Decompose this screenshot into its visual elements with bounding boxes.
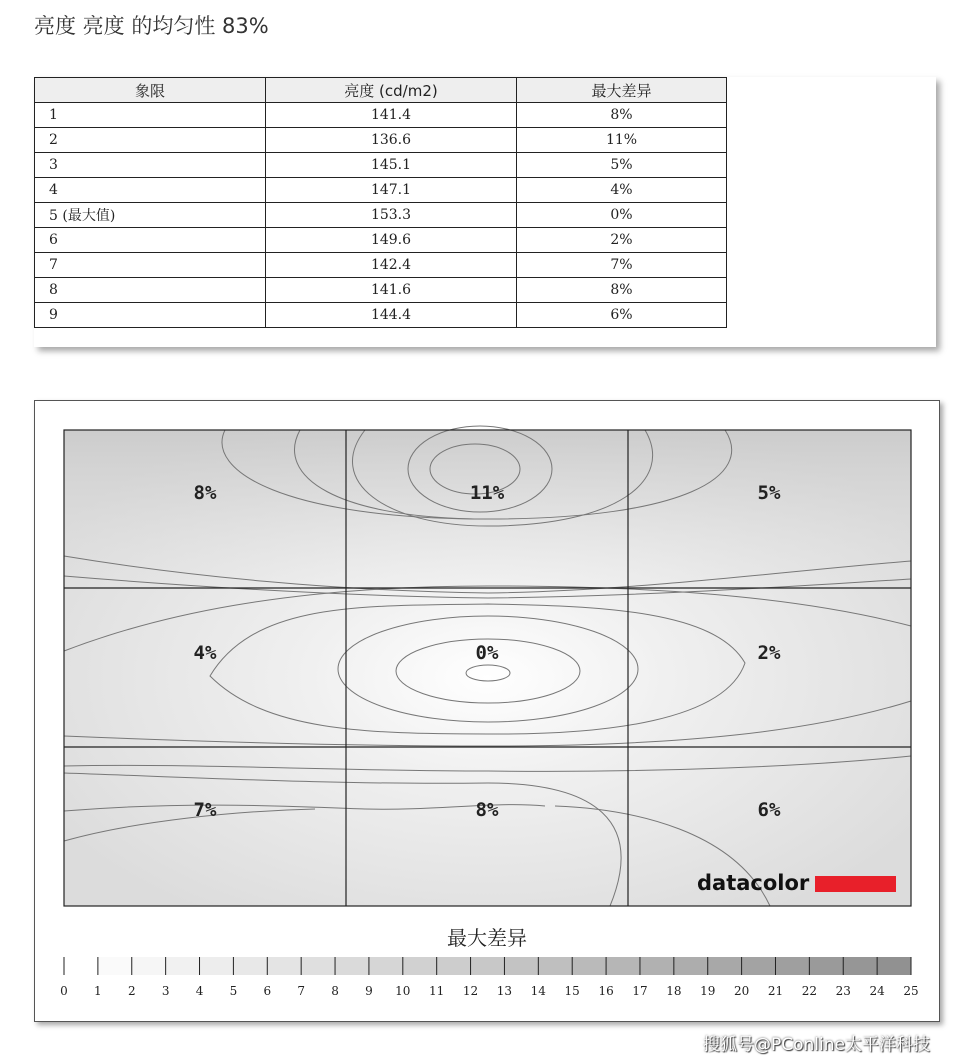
legend-swatch: [606, 957, 640, 975]
legend-swatch: [708, 957, 742, 975]
cell-max-diff: 2%: [517, 228, 727, 253]
column-header-brightness: 亮度 (cd/m2): [266, 78, 517, 103]
table-row: [35, 178, 727, 203]
cell-label: 2%: [757, 642, 781, 664]
cell-brightness: 153.3: [266, 203, 517, 228]
cell-max-diff: 8%: [517, 278, 727, 303]
legend-swatch: [640, 957, 674, 975]
legend-tick-label: 18: [666, 984, 682, 998]
table-row: [35, 253, 727, 278]
legend-tick-label: 25: [903, 984, 919, 998]
legend-swatch: [267, 957, 301, 975]
cell-brightness: 142.4: [266, 253, 517, 278]
cell-brightness: 149.6: [266, 228, 517, 253]
cell-quadrant: 9: [35, 303, 266, 328]
legend-swatch: [775, 957, 809, 975]
legend-swatch: [98, 957, 132, 975]
cell-quadrant: 1: [35, 103, 266, 128]
legend-tick-label: 0: [60, 984, 68, 998]
cell-label: 5%: [757, 482, 781, 504]
legend-swatch: [369, 957, 403, 975]
legend-swatch: [64, 957, 98, 975]
cell-label: 7%: [193, 799, 217, 821]
page-title: 亮度 亮度 的均匀性 83%: [34, 14, 269, 38]
legend-tick-label: 7: [297, 984, 305, 998]
cell-max-diff: 5%: [517, 153, 727, 178]
legend-tick-label: 4: [195, 984, 204, 998]
cell-label: 6%: [757, 799, 781, 821]
cell-quadrant: 6: [35, 228, 266, 253]
legend-tick-label: 9: [365, 984, 373, 998]
legend-tick-label: 23: [835, 984, 851, 998]
legend-tick-label: 20: [733, 984, 750, 998]
cell-quadrant: 2: [35, 128, 266, 153]
legend-swatch: [809, 957, 843, 975]
legend-swatch: [132, 957, 166, 975]
table-header-row: [35, 78, 727, 103]
cell-max-diff: 6%: [517, 303, 727, 328]
table-row: [35, 203, 727, 228]
watermark: 搜狐号@PConline太平洋科技: [703, 1035, 930, 1055]
cell-brightness: 136.6: [266, 128, 517, 153]
column-header-quadrant: 象限: [35, 78, 266, 103]
uniformity-plot: [35, 401, 939, 1021]
legend-tick-label: 13: [496, 984, 513, 998]
brightness-table-panel: [34, 77, 936, 347]
cell-label: 8%: [193, 482, 217, 504]
cell-brightness: 141.6: [266, 278, 517, 303]
table-row: [35, 103, 727, 128]
legend-swatch: [233, 957, 267, 975]
cell-max-diff: 11%: [517, 128, 727, 153]
table-row: [35, 303, 727, 328]
cell-brightness: 144.4: [266, 303, 517, 328]
cell-quadrant: 7: [35, 253, 266, 278]
table-row: [35, 278, 727, 303]
legend-swatch: [674, 957, 708, 975]
cell-brightness: 141.4: [266, 103, 517, 128]
cell-label: 0%: [475, 642, 499, 664]
legend-tick-label: 12: [462, 984, 479, 998]
legend-tick-label: 17: [632, 984, 648, 998]
legend-swatch: [471, 957, 505, 975]
cell-label: 8%: [475, 799, 499, 821]
legend-swatch: [166, 957, 200, 975]
legend-swatch: [572, 957, 606, 975]
legend-swatch: [301, 957, 335, 975]
legend-tick-label: 19: [700, 984, 716, 998]
legend-tick-label: 21: [767, 984, 784, 998]
legend-tick-label: 14: [530, 984, 546, 998]
legend-tick-label: 2: [127, 984, 136, 998]
cell-brightness: 147.1: [266, 178, 517, 203]
table-row: [35, 228, 727, 253]
cell-max-diff: 0%: [517, 203, 727, 228]
cell-label: 11%: [469, 482, 505, 504]
legend-swatch: [504, 957, 538, 975]
legend-swatch: [538, 957, 572, 975]
logo-text: datacolor: [697, 871, 810, 895]
legend-tick-label: 16: [598, 984, 614, 998]
legend-tick-label: 24: [869, 984, 885, 998]
brightness-table: [34, 77, 727, 328]
legend-tick-label: 11: [429, 984, 445, 998]
uniformity-chart: [34, 400, 940, 1022]
cell-label: 4%: [193, 642, 217, 664]
legend-swatch: [335, 957, 369, 975]
legend-tick-label: 22: [801, 984, 818, 998]
legend-title: 最大差异: [447, 926, 527, 950]
legend-tick-label: 10: [395, 984, 411, 998]
table-row: [35, 153, 727, 178]
legend-tick-label: 6: [263, 984, 272, 998]
legend-swatch: [403, 957, 437, 975]
legend-swatch: [843, 957, 877, 975]
cell-quadrant: 3: [35, 153, 266, 178]
legend-tick-label: 15: [564, 984, 580, 998]
column-header-max-diff: 最大差异: [517, 78, 727, 103]
legend-tick-label: 8: [331, 984, 339, 998]
legend-scale: [60, 957, 918, 998]
cell-max-diff: 7%: [517, 253, 727, 278]
heatmap-top-shade: [64, 430, 911, 588]
cell-quadrant: 8: [35, 278, 266, 303]
legend-swatch: [200, 957, 234, 975]
cell-max-diff: 4%: [517, 178, 727, 203]
logo-red-bar: [815, 876, 896, 892]
table-row: [35, 128, 727, 153]
legend-tick-label: 5: [229, 984, 238, 998]
legend-tick-label: 1: [94, 984, 102, 998]
legend-swatch: [437, 957, 471, 975]
legend-swatch: [877, 957, 911, 975]
legend-tick-label: 3: [161, 984, 170, 998]
legend-swatch: [742, 957, 776, 975]
cell-brightness: 145.1: [266, 153, 517, 178]
cell-max-diff: 8%: [517, 103, 727, 128]
cell-quadrant: 5 (最大值): [35, 203, 266, 228]
cell-quadrant: 4: [35, 178, 266, 203]
